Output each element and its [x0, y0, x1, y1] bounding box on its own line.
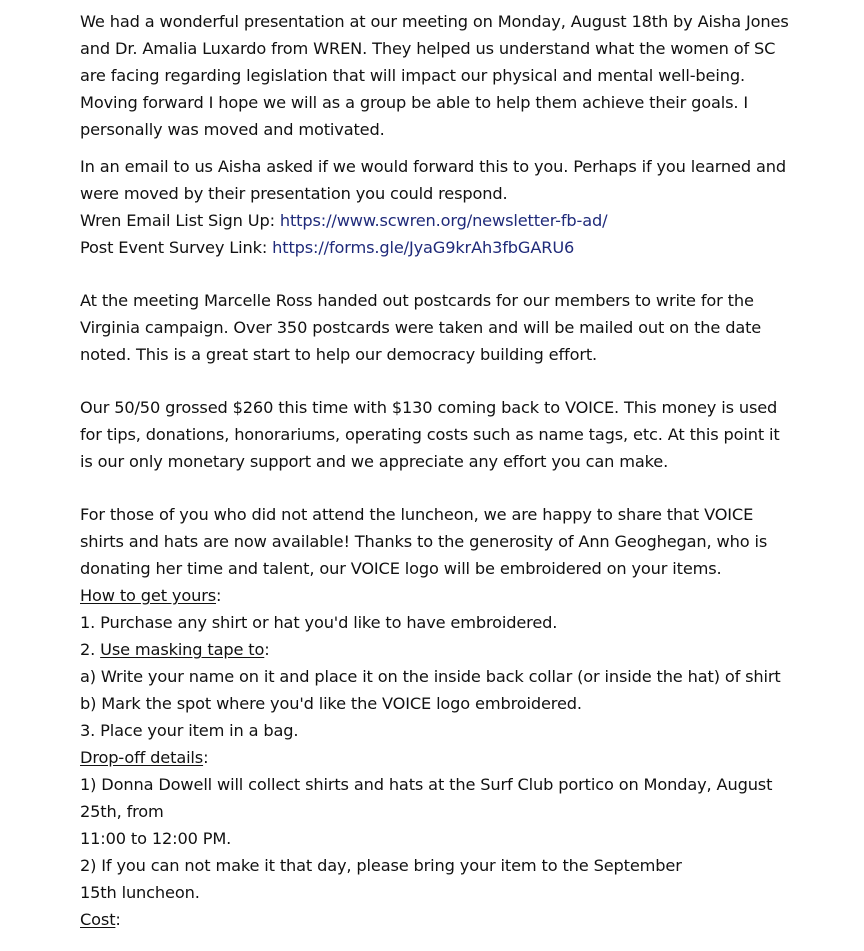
wren-signup-label: Wren Email List Sign Up: [80, 211, 280, 230]
drop-off-1-time: 11:00 to 12:00 PM. [80, 829, 232, 848]
step-3: 3. Place your item in a bag. [80, 721, 299, 740]
shirts-hats-text: For those of you who did not attend the luncheon, we are happy to share that VOICE shirts and hats are now available! Thanks to the generosity of Ann Geoghegan, who is donating her time and talent, our VOICE logo will be embroidered on your items. [80, 505, 768, 578]
paragraph-fifty-fifty: Our 50/50 grossed $260 this time with $130 coming back to VOICE. This money is used for tips, donations, honorariums, operating costs such as name tags, etc. At this point it is our only monetary support and we appreciate any effort you can make. [80, 398, 780, 471]
email-request-text: In an email to us Aisha asked if we would forward this to you. Perhaps if you learned and were moved by their presentation you could respond. [80, 157, 786, 203]
step-1: 1. Purchase any shirt or hat you'd like to have embroidered. [80, 613, 558, 632]
paragraph-email-request [80, 153, 795, 261]
survey-label: Post Event Survey Link: [80, 238, 273, 257]
paragraph-shirts-hats: For those of you who did not attend the luncheon, we are happy to share that VOICE shirts and hats are now available! Thanks to the generosity of Ann Geoghegan, who is donating her time and talent, our VOICE logo will be embroidered on your items. How to get yours: 1. Purchase any shirt or hat you'd like to have embroidered. 2. Use masking tape to: a) Write your name on it and place it on the inside back collar (or inside the hat) of shirt b) Mark the spot where you'd like the VOICE logo embroidered. 3. Place your item in a bag. Drop-off details: 1) Donna Dowell will collect shirts and hats at the Surf Club portico on Monday, August 25th, from 11:00 to 12:00 PM. 2) If you can not make it that day, please bring your item to the September 15th luncheon. Cost: [80, 505, 781, 929]
step-2: Use masking tape to [100, 640, 265, 659]
drop-off-1: 1) Donna Dowell will collect shirts and hats at the Surf Club portico on Monday, August 25th, from [80, 775, 773, 821]
drop-off-2-date: 15th luncheon. [80, 883, 200, 902]
cost-heading: Cost [80, 910, 116, 929]
how-to-heading: How to get yours [80, 586, 217, 605]
step-2a: a) Write your name on it and place it on the inside back collar (or inside the hat) of shirt [80, 667, 781, 686]
survey-link[interactable]: https://forms.gle/JyaG9krAh3fbGARU6 [272, 238, 575, 257]
paragraph-postcards: At the meeting Marcelle Ross handed out postcards for our members to write for the Virginia campaign. Over 350 postcards were taken and will be mailed out on the date noted. This is a great start to help our democracy building effort. [80, 291, 762, 364]
newsletter-body [80, 8, 795, 933]
step-2b: b) Mark the spot where you'd like the VOICE logo embroidered. [80, 694, 582, 713]
wren-signup-link[interactable]: https://www.scwren.org/newsletter-fb-ad/ [279, 211, 608, 230]
paragraph-presentation: We had a wonderful presentation at our meeting on Monday, August 18th by Aisha Jones and Dr. Amalia Luxardo from WREN. They helped us understand what the women of SC are facing regarding legislation that will impact our physical and mental well-being. Moving forward I hope we will as a group be able to help them achieve their goals. I personally was moved and motivated. [80, 12, 789, 139]
drop-off-heading: Drop-off details [80, 748, 204, 767]
drop-off-2: 2) If you can not make it that day, please bring your item to the September [80, 856, 682, 875]
